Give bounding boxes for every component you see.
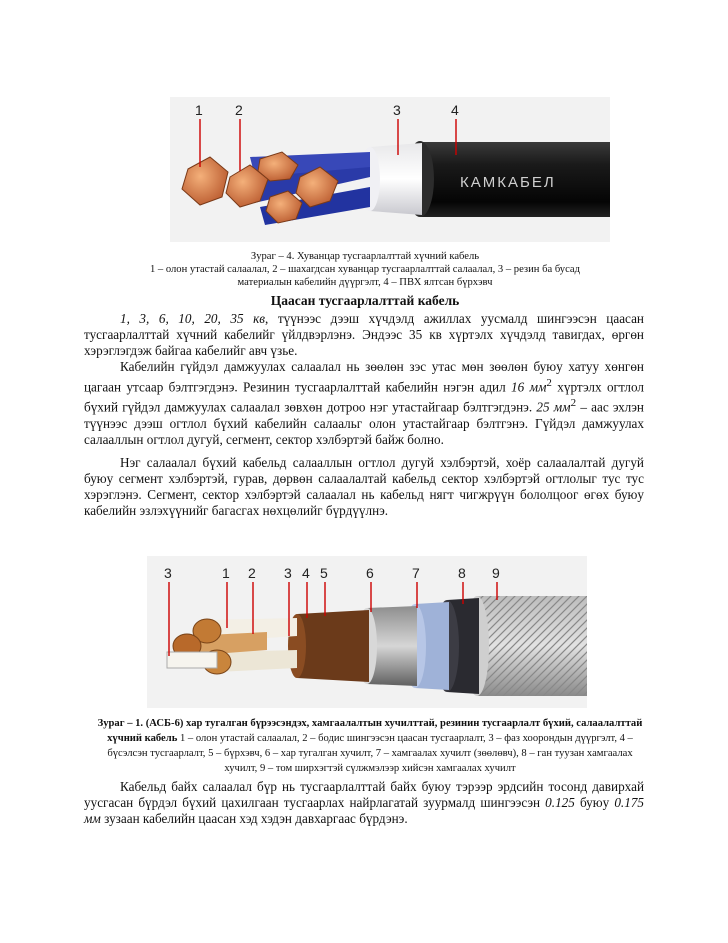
paper-insulated-cable-illustration [147,556,587,708]
caption-legend: 1 – олон утастай салаалал, 2 – бодис шингээсэн цаасан тусгаарлалт, 3 – фаз хоорондын дүүргэлт, 4 – бүсэлсэн тусгаарлалт, 5 – бүрхэвч, 6 – хар тугалган хучилт, 7 – хамгаалах хучилт (зөөлөвч), 8 – ган туузан хамгаалах хучилт, 9 – том ширхэгтэй сүлжмэлээр хийсэн хамгаалах хучилт [107,733,633,774]
callout-9: 9 [492,565,500,581]
paragraph-2-text-c: – аас эхлэн түүнээс дээш огтлол бүхий кабелийн салаальг олон утастайгаар бэлтгэнэ. Гүйдэл дамжуулах салааллын огтлол дугуй, сегмент, сектор хэлбэртэй байж болно. [84,399,644,447]
sup-1: 2 [546,377,552,389]
voltage-list: 1, 3, 6, 10, 20, 35 кв [120,311,265,326]
callout-3-left: 3 [164,565,172,581]
paragraph-3-text: Нэг салаалал бүхий кабельд салааллын огтлол дугуй хэлбэртэй, хоёр салаалалтай дугуй буюу сегмент хэлбэртэй, гурав, дөрвөн салаалалтай кабельд сектор хэлбэртэй огтлолыг тус тус хэрэглэнэ. Сегмент, сектор хэлбэртэй салаалал нь кабельд нягт чигжрүүн бололцоог өгөх буюу кабелийн эзлэхүүнийг багасгах нөхцөлийг бүрдүүлнэ. [84,455,644,518]
callout-3: 3 [284,565,292,581]
size-16: 16 мм [511,379,547,395]
callout-4: 4 [302,565,310,581]
caption-title: Зураг – 1. (АСБ-6) хар тугалган бүрээсэндэх, хамгаалалтын хучилттай, резинин тусгаарлалт бүхий, салаалалттай хүчний кабель [97,718,643,744]
callout-2: 2 [235,102,243,118]
callout-2: 2 [248,565,256,581]
size-25: 25 мм [536,399,571,415]
plastic-insulated-cable-illustration [170,97,610,242]
thickness-1: 0.125 [545,795,575,810]
callout-4: 4 [451,102,459,118]
callout-1: 1 [195,102,203,118]
callout-8: 8 [458,565,466,581]
caption-legend-2: материалын кабелийн дүүргэлт, 4 – ПВХ ялтсан бүрхэвч [237,277,493,288]
cable-brand-label: КАМКАБЕЛ [460,174,556,191]
sup-2: 2 [570,397,577,410]
paragraph-4-text-a: Кабельд байх салаалал бүр нь тусгаарлалттай байх буюу тэрээр эрдсийн тосонд давирхай уусгасан бүрдэл бүхий цахилгаан тусгаарлах найрлагатай зуурмалд шингээсэн [84,779,644,810]
cable-figure-2 [147,556,587,708]
callout-1: 1 [222,565,230,581]
figure-2-caption [90,716,650,776]
paragraph-3 [84,455,644,519]
caption-title: Зураг – 4. Хуванцар тусгаарлалттай хүчний кабель [250,251,480,262]
paragraph-2-text-b: хүртэлх огтлол бүхий гүйдэл дамжуулах салаалал зөвхөн дотроо нэг утастайгаар бэлтгэгдэнэ. [84,379,644,415]
callout-7: 7 [412,565,420,581]
cable-figure-1 [170,97,610,242]
paragraph-4-mid: буюу [574,795,615,810]
paragraph-1-text: , түүнээс дээш хүчдэлд ажиллах уусмалд шингээсэн цаасан тусгаарлалттай хүчний кабелийг үйлдвэрлэнэ. Эндээс 35 кв хүртэлх хүчдэлд тавигдах, өргөн хэрэглэгдэж байгаа кабелийг авч үзье. [84,311,644,358]
paragraph-4-text-b: зузаан кабелийн цаасан хэд хэдэн давхаргаас бүрдэнэ. [100,811,408,826]
thickness-2: 0.175 мм [84,795,644,826]
callout-3: 3 [393,102,401,118]
caption-legend-1: 1 – олон утастай салаалал, 2 – шахагдсан хуванцар тусгаарлалттай салаалал, 3 – резин ба бусад [149,264,581,275]
section-heading: Цаасан тусгаарлалттай кабель [270,293,460,308]
paragraph-2-text-a: Кабелийн гүйдэл дамжуулах салаалал нь зөөлөн зэс утас мөн зөөлөн буюу хатуу хөнгөн цагаан утсаар бэлтгэгдэнэ. Резинин тусгаарлалттай кабелийн нэгэн адил [84,359,644,395]
callout-5: 5 [320,565,328,581]
figure-1-caption [80,250,650,289]
paragraph-1 [84,311,644,359]
paragraph-2 [84,359,644,448]
callout-6: 6 [366,565,374,581]
paragraph-4 [84,779,644,827]
